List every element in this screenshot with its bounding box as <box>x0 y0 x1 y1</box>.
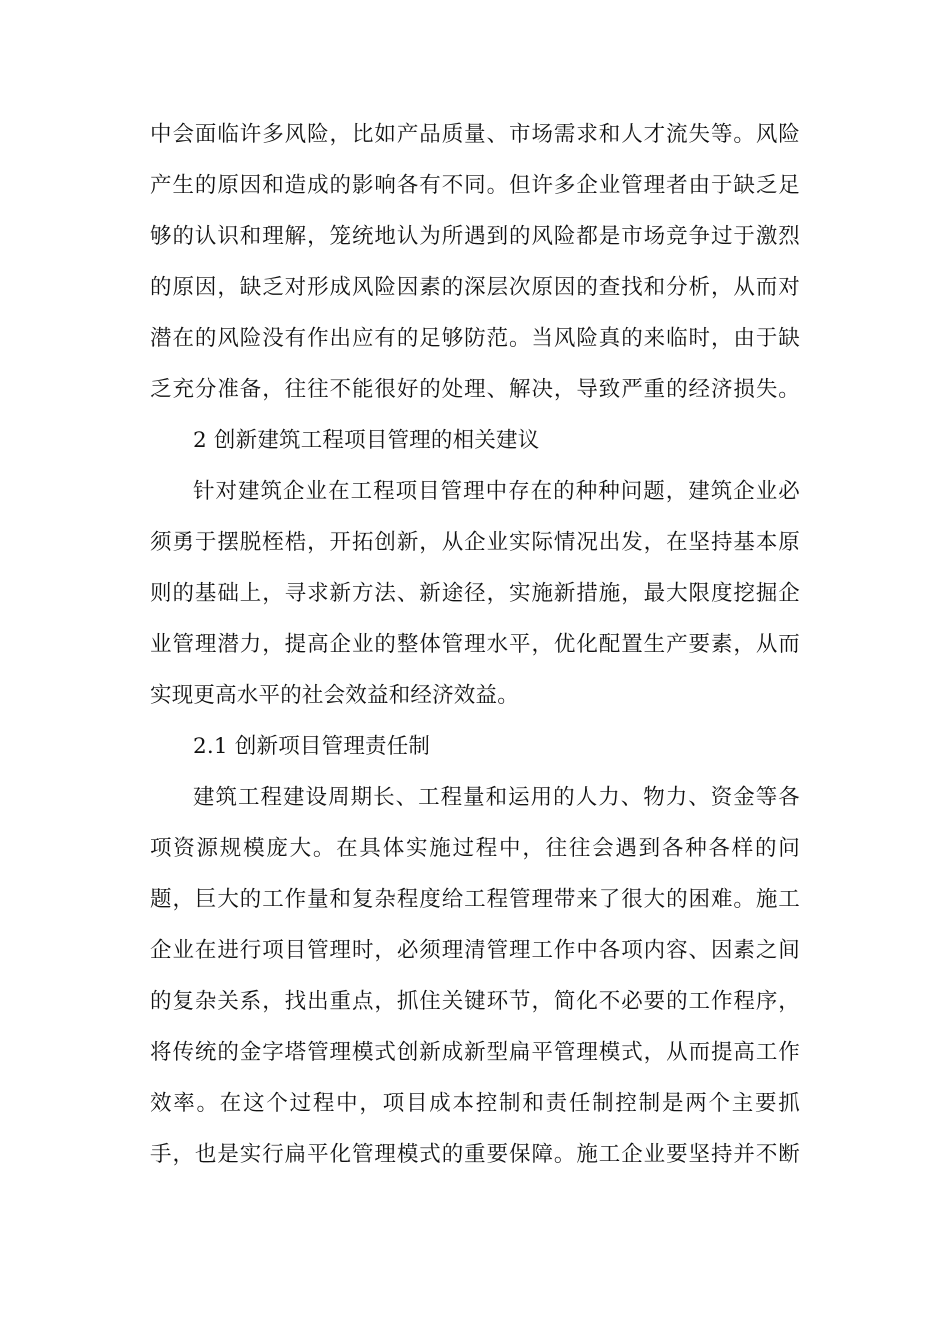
paragraph-2-line-3: 则的基础上，寻求新方法、新途径，实施新措施，最大限度挖掘企 <box>150 581 800 606</box>
paragraph-1-line-5: 潜在的风险没有作出应有的足够防范。当风险真的来临时，由于缺 <box>150 326 800 351</box>
section-heading-2-1: 2.1 创新项目管理责任制 <box>193 734 431 759</box>
paragraph-2-line-2: 须勇于摆脱桎梏，开拓创新，从企业实际情况出发，在坚持基本原 <box>150 530 800 555</box>
paragraph-3-line-2: 项资源规模庞大。在具体实施过程中，往往会遇到各种各样的问 <box>150 836 800 861</box>
paragraph-2-line-5: 实现更高水平的社会效益和经济效益。 <box>150 683 519 708</box>
paragraph-1-line-4: 的原因，缺乏对形成风险因素的深层次原因的查找和分析，从而对 <box>150 275 800 300</box>
section-heading-2: 2 创新建筑工程项目管理的相关建议 <box>193 428 540 453</box>
paragraph-1-line-3: 够的认识和理解，笼统地认为所遇到的风险都是市场竞争过于激烈 <box>150 224 800 249</box>
paragraph-3-line-6: 将传统的金字塔管理模式创新成新型扁平管理模式，从而提高工作 <box>150 1040 800 1065</box>
paragraph-1-line-6: 乏充分准备，往往不能很好的处理、解决，导致严重的经济损失。 <box>150 377 800 402</box>
paragraph-3-line-5: 的复杂关系，找出重点，抓住关键环节，简化不必要的工作程序， <box>150 989 800 1014</box>
paragraph-1-line-2: 产生的原因和造成的影响各有不同。但许多企业管理者由于缺乏足 <box>150 173 800 198</box>
paragraph-2-line-4: 业管理潜力，提高企业的整体管理水平，优化配置生产要素，从而 <box>150 632 800 657</box>
paragraph-2-line-1: 针对建筑企业在工程项目管理中存在的种种问题，建筑企业必 <box>193 479 800 504</box>
paragraph-3-line-7: 效率。在这个过程中，项目成本控制和责任制控制是两个主要抓 <box>150 1091 800 1116</box>
paragraph-1-line-1: 中会面临许多风险，比如产品质量、市场需求和人才流失等。风险 <box>150 122 800 147</box>
paragraph-3-line-8: 手，也是实行扁平化管理模式的重要保障。施工企业要坚持并不断 <box>150 1142 800 1167</box>
paragraph-3-line-4: 企业在进行项目管理时，必须理清管理工作中各项内容、因素之间 <box>150 938 800 963</box>
paragraph-3-line-3: 题，巨大的工作量和复杂程度给工程管理带来了很大的困难。施工 <box>150 887 800 912</box>
paragraph-3-line-1: 建筑工程建设周期长、工程量和运用的人力、物力、资金等各 <box>193 785 800 810</box>
